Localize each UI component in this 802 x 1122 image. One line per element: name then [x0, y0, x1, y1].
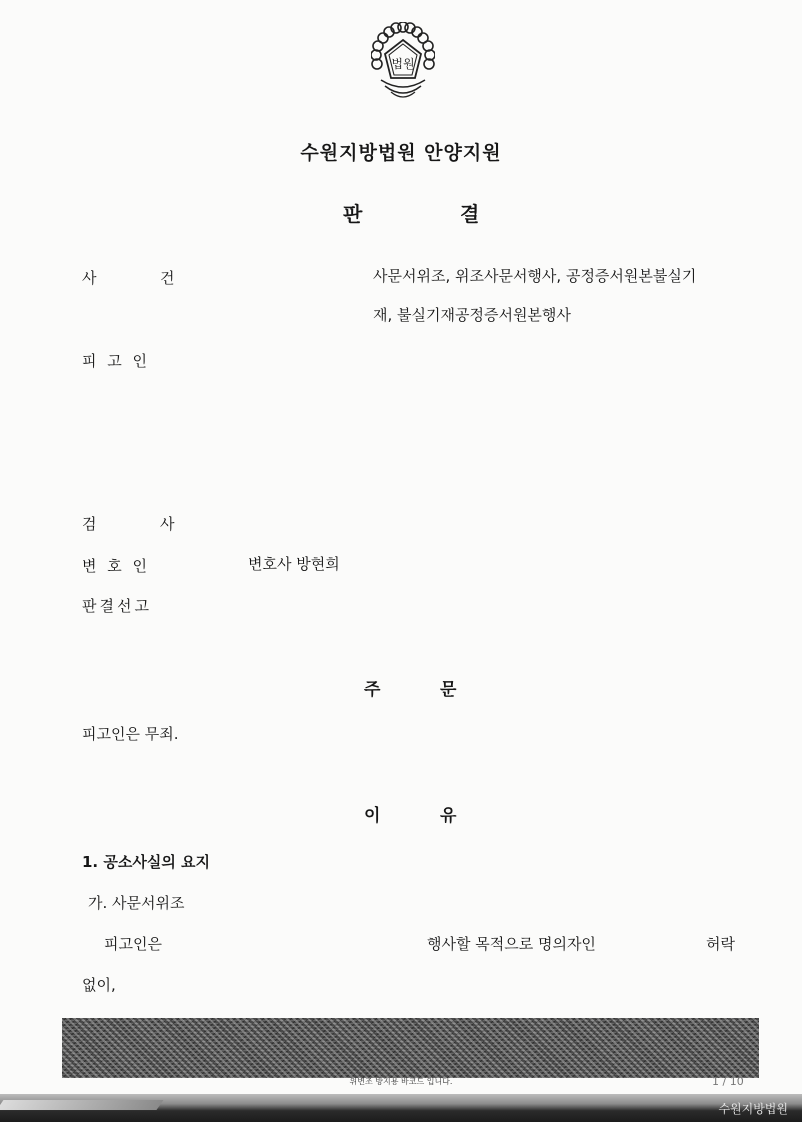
case-label-right: 건	[160, 269, 175, 287]
body-line-1-part-2: 행사할 목적으로 명의자인	[427, 935, 596, 953]
case-name-line-1: 사문서위조, 위조사문서행사, 공정증서원본불실기	[373, 267, 697, 285]
body-line-2: 없이,	[82, 976, 116, 994]
seal-text: 법원	[391, 57, 415, 71]
defendant-label: 피 고 인	[82, 352, 151, 370]
case-name-line-2: 재, 불실기재공정증서원본행사	[373, 306, 571, 324]
prosecutor-label-left: 검	[82, 515, 97, 533]
case-label-left: 사	[82, 269, 97, 287]
anti-forgery-barcode-band	[62, 1018, 759, 1078]
sentencing-label: 판결선고	[82, 597, 152, 615]
barcode-caption: 위변조 방지용 바코드 입니다.	[349, 1077, 453, 1086]
prosecutor-label-right: 사	[160, 515, 175, 533]
order-heading-right: 문	[440, 680, 457, 700]
body-line-1-part-3: 허락	[706, 935, 735, 953]
reasons-heading-left: 이	[364, 806, 381, 826]
counsel-value: 변호사 방현희	[248, 555, 340, 573]
footer-court-name: 수원지방법원	[718, 1102, 788, 1116]
document-title-first-char: 판	[343, 202, 363, 226]
court-seal-emblem	[371, 22, 435, 106]
subsection-heading: 가. 사문서위조	[88, 894, 185, 912]
reasons-heading-right: 유	[440, 806, 457, 826]
order-heading-left: 주	[364, 680, 381, 700]
section-heading: 1. 공소사실의 요지	[82, 853, 211, 871]
order-text: 피고인은 무죄.	[82, 725, 179, 743]
page-number: 1 / 10	[712, 1075, 744, 1088]
court-name: 수원지방법원 안양지원	[300, 142, 502, 164]
body-line-1-part-1: 피고인은	[104, 935, 162, 953]
document-title-second-char: 결	[460, 202, 480, 226]
scan-bottom-strip	[0, 1094, 802, 1122]
counsel-label: 변 호 인	[82, 557, 151, 575]
